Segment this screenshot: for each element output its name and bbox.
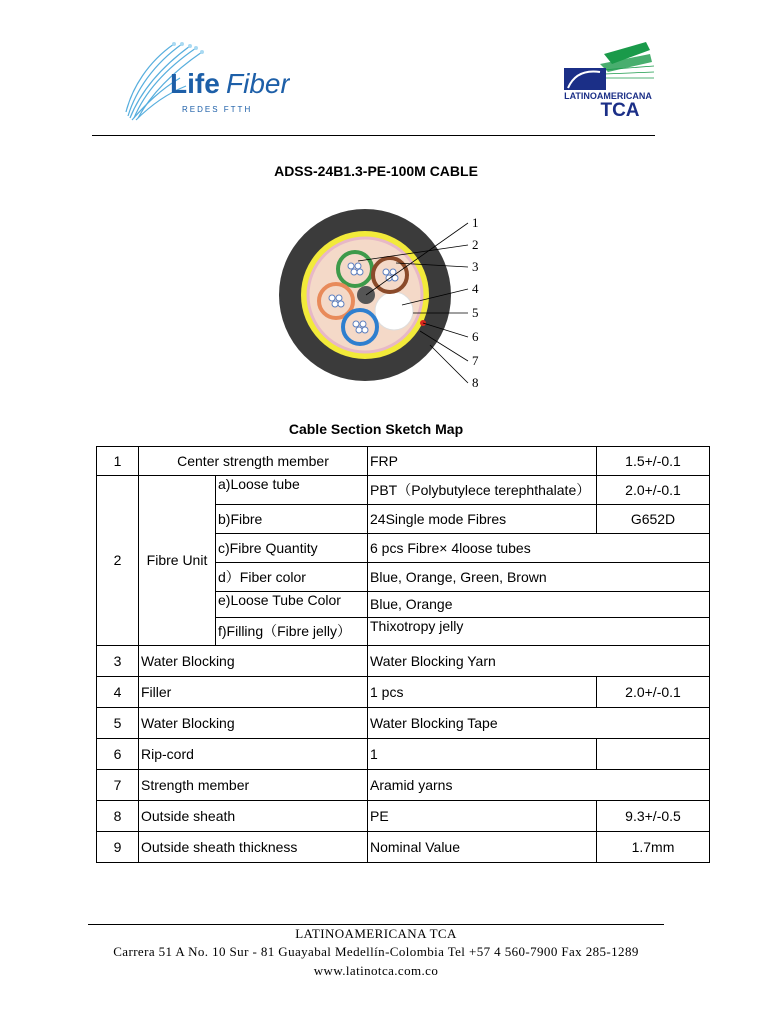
loose-tube-green xyxy=(338,252,372,286)
sub-item-material: Thixotropy jelly xyxy=(368,618,710,646)
logo-tagline: REDES FTTH xyxy=(182,105,253,114)
label-8: 8 xyxy=(472,375,479,390)
sub-item-material: Blue, Orange, Green, Brown xyxy=(368,563,710,592)
component-material: 1 pcs xyxy=(368,677,597,708)
table-row xyxy=(97,801,710,832)
table-row xyxy=(97,476,710,505)
logo-text-fiber: Fiber xyxy=(226,68,290,99)
row-number: 1 xyxy=(97,447,139,476)
row-number: 4 xyxy=(97,677,139,708)
cable-spec-table xyxy=(96,446,710,863)
table-row xyxy=(97,770,710,801)
logo-tca-text: TCA xyxy=(600,100,640,118)
component-material: 1 xyxy=(368,739,597,770)
sub-item-name: e)Loose Tube Color xyxy=(216,592,368,618)
component-material: PE xyxy=(368,801,597,832)
component-material: Nominal Value xyxy=(368,832,597,863)
component-name: Filler xyxy=(139,677,368,708)
row-number: 7 xyxy=(97,770,139,801)
sub-item-material: 24Single mode Fibres xyxy=(368,505,597,534)
row-number: 2 xyxy=(97,476,139,646)
label-6: 6 xyxy=(472,329,479,344)
table-row xyxy=(97,677,710,708)
row-number: 5 xyxy=(97,708,139,739)
header-divider xyxy=(92,135,655,136)
sub-item-name: b)Fibre xyxy=(216,505,368,534)
latinoamericana-tca-logo xyxy=(560,40,656,118)
row-number: 8 xyxy=(97,801,139,832)
footer-address: Carrera 51 A No. 10 Sur - 81 Guayabal Medellín-Colombia Tel +57 4 560-7900 Fax 285-1289 xyxy=(113,944,639,959)
row-number: 3 xyxy=(97,646,139,677)
footer-company: LATINOAMERICANA TCA xyxy=(295,926,457,941)
component-value xyxy=(597,739,710,770)
component-value: 1.7mm xyxy=(597,832,710,863)
component-name: Center strength member xyxy=(139,447,368,476)
sub-item-material: 6 pcs Fibre× 4loose tubes xyxy=(368,534,710,563)
component-value: 1.5+/-0.1 xyxy=(597,447,710,476)
component-material: Water Blocking Tape xyxy=(368,708,710,739)
sub-item-name: c)Fibre Quantity xyxy=(216,534,368,563)
label-7: 7 xyxy=(472,353,479,368)
document-title: ADSS-24B1.3-PE-100M CABLE xyxy=(274,163,478,179)
component-material: FRP xyxy=(368,447,597,476)
logo-text-life: Life xyxy=(170,68,220,99)
footer-divider xyxy=(88,924,664,925)
cable-cross-section-diagram xyxy=(270,205,500,395)
component-material: Aramid yarns xyxy=(368,770,710,801)
sub-item-name: f)Filling（Fibre jelly） xyxy=(216,618,368,646)
sub-item-value: 2.0+/-0.1 xyxy=(597,476,710,505)
component-name: Outside sheath xyxy=(139,801,368,832)
label-2: 2 xyxy=(472,237,479,252)
label-1: 1 xyxy=(472,215,479,230)
logo-latinoamericana-text: LATINOAMERICANA xyxy=(564,91,652,101)
table-row xyxy=(97,447,710,476)
component-name: Water Blocking xyxy=(139,708,368,739)
loose-tube-blue xyxy=(343,310,377,344)
lifefiber-logo xyxy=(120,38,290,124)
sub-item-material: Blue, Orange xyxy=(368,592,710,618)
fibre-unit-label: Fibre Unit xyxy=(139,476,216,646)
sub-item-material: PBT（Polybutylece terephthalate） xyxy=(368,476,597,505)
row-number: 6 xyxy=(97,739,139,770)
footer-website: www.latinotca.com.co xyxy=(313,963,439,978)
sub-item-value: G652D xyxy=(597,505,710,534)
label-4: 4 xyxy=(472,281,479,296)
sub-item-name: a)Loose tube xyxy=(216,476,368,505)
table-row xyxy=(97,646,710,677)
filler-rod xyxy=(375,292,413,330)
diagram-caption: Cable Section Sketch Map xyxy=(288,421,464,437)
component-value: 9.3+/-0.5 xyxy=(597,801,710,832)
label-5: 5 xyxy=(472,305,479,320)
sub-item-name: d）Fiber color xyxy=(216,563,368,592)
component-material: Water Blocking Yarn xyxy=(368,646,710,677)
component-value: 2.0+/-0.1 xyxy=(597,677,710,708)
row-number: 9 xyxy=(97,832,139,863)
component-name: Rip-cord xyxy=(139,739,368,770)
table-row xyxy=(97,832,710,863)
component-name: Water Blocking xyxy=(139,646,368,677)
component-name: Strength member xyxy=(139,770,368,801)
table-row xyxy=(97,739,710,770)
label-3: 3 xyxy=(472,259,479,274)
component-name: Outside sheath thickness xyxy=(139,832,368,863)
table-row xyxy=(97,708,710,739)
